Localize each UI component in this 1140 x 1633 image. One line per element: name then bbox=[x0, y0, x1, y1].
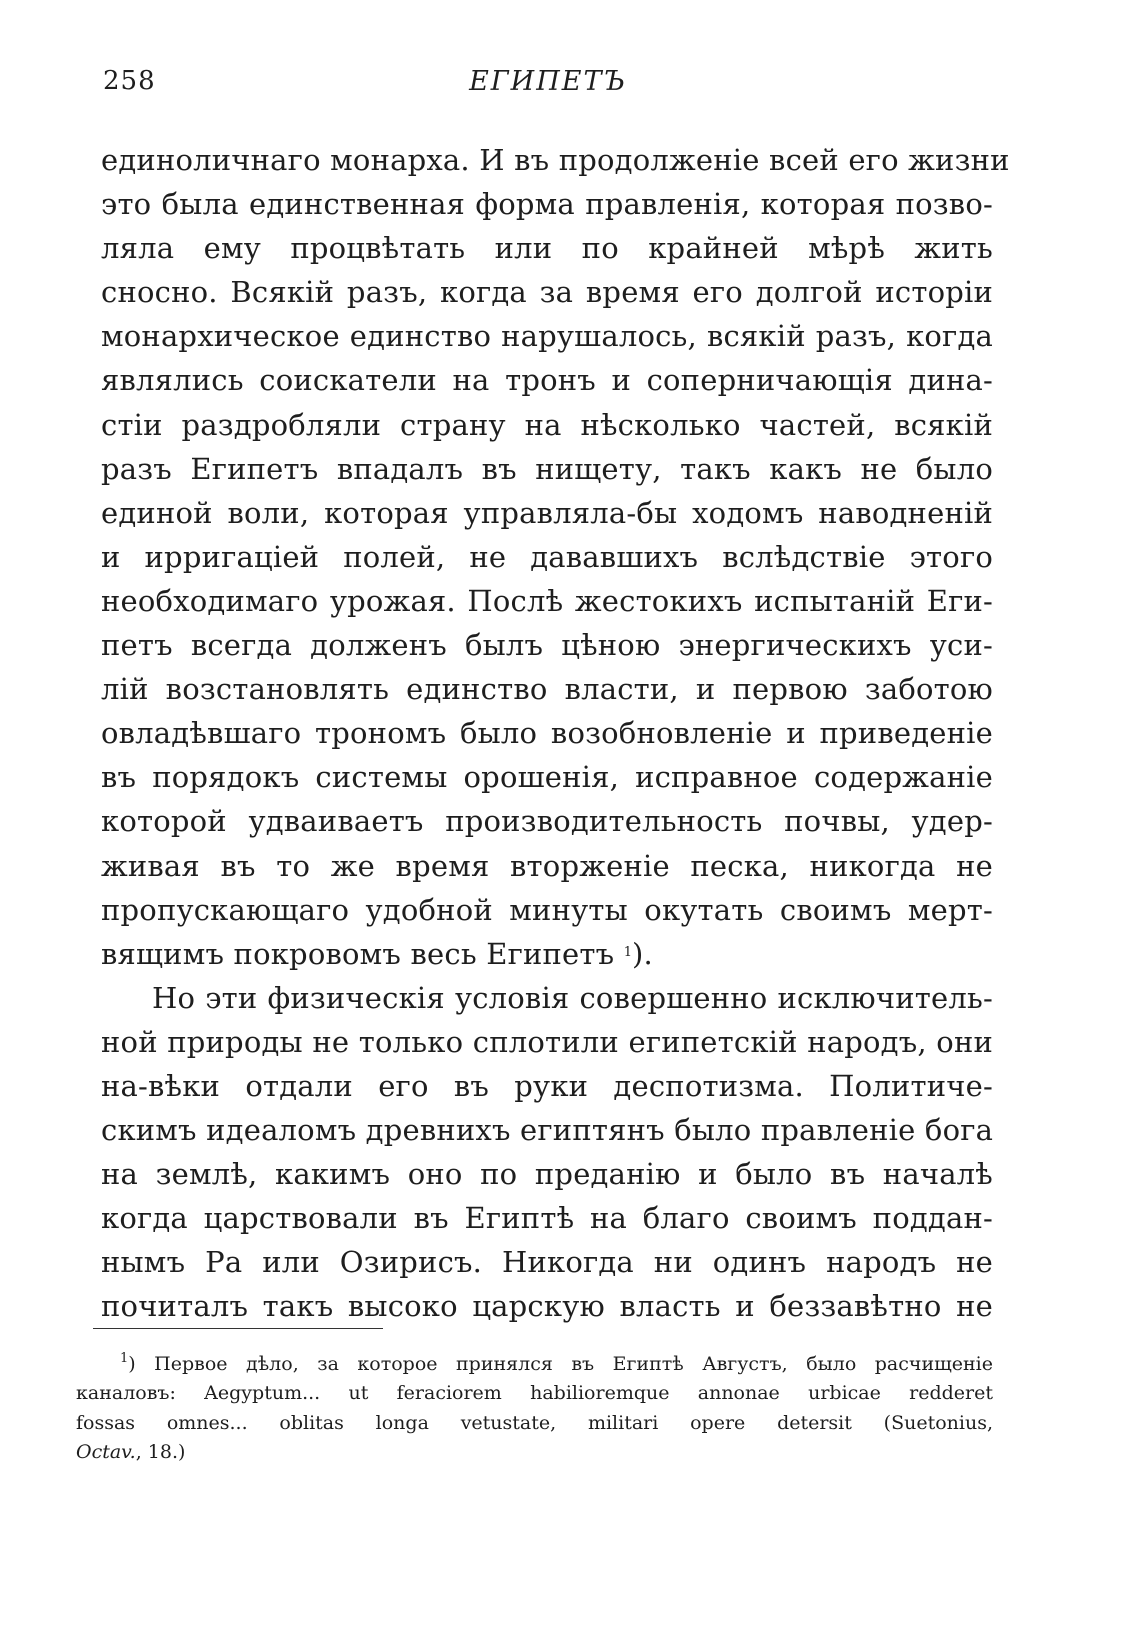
text-line: живая въ то же время вторженіе песка, никогда не bbox=[101, 848, 993, 883]
running-title: ЕГИПЕТЪ bbox=[469, 66, 627, 97]
footnote-marker: 1 bbox=[120, 1351, 129, 1366]
text-line: ной природы не только сплотили египетскій народъ, они bbox=[101, 1024, 993, 1059]
text-line: петъ всегда долженъ былъ цѣною энергическихъ уси- bbox=[101, 628, 993, 663]
text-line: въ порядокъ системы орошенія, исправное содержаніе bbox=[101, 760, 993, 795]
text-line-content: вящимъ покровомъ весь Египетъ bbox=[101, 936, 615, 971]
footnote-reference[interactable]: 1 bbox=[623, 944, 633, 960]
text-line: овладѣвшаго трономъ было возобновленіе и приведеніе bbox=[101, 716, 993, 751]
text-line: когда царствовали въ Египтѣ на благо своимъ поддан- bbox=[101, 1201, 993, 1236]
text-line: на-вѣки отдали его въ руки деспотизма. Политиче- bbox=[101, 1068, 993, 1103]
text-line: стіи раздробляли страну на нѣсколько частей, всякій bbox=[101, 407, 993, 442]
text-line: разъ Египетъ впадалъ въ нищету, такъ какъ не было bbox=[101, 451, 993, 486]
text-line: единоличнаго монарха. И въ продолженіе всей его жизни bbox=[101, 143, 1010, 177]
text-line: почиталъ такъ высоко царскую власть и беззавѣтно не bbox=[101, 1289, 993, 1324]
footnote-line bbox=[76, 1438, 993, 1467]
footnote-line: fossas omnes... oblitas longa vetustate, militari opere detersit (Suetonius, bbox=[76, 1411, 993, 1434]
footnote-line bbox=[76, 1350, 993, 1379]
footnote-source-reference: , 18.) bbox=[135, 1440, 186, 1463]
text-line: сносно. Всякій разъ, когда за время его долгой исторіи bbox=[101, 275, 993, 310]
text-line: которой удваиваетъ производительность почвы, удер- bbox=[101, 804, 993, 839]
text-line bbox=[101, 932, 993, 976]
body-text bbox=[101, 138, 1010, 1329]
footnote-line-text: ) Первое дѣло, за которое принялся въ Египтѣ Августъ, было расчищеніе bbox=[128, 1353, 993, 1375]
closing-punctuation: ). bbox=[632, 936, 653, 971]
footnote-source-title: Octav. bbox=[76, 1440, 136, 1463]
page-header bbox=[103, 66, 993, 106]
text-line: единой воли, которая управляла-бы ходомъ наводненій bbox=[101, 495, 993, 530]
paragraph-1 bbox=[101, 138, 1010, 976]
text-line: это была единственная форма правленія, которая позво- bbox=[101, 187, 993, 222]
footnote-divider bbox=[93, 1328, 383, 1329]
text-line: лій возстановлять единство власти, и первою заботою bbox=[101, 672, 993, 707]
paragraph-2 bbox=[101, 976, 993, 1329]
text-line: на землѣ, какимъ оно по преданію и было въ началѣ bbox=[101, 1157, 993, 1192]
text-line: Но эти физическія условія совершенно исключитель- bbox=[152, 980, 993, 1015]
footnote bbox=[76, 1350, 993, 1467]
text-line: и ирригаціей полей, не дававшихъ вслѣдствіе этого bbox=[101, 539, 993, 574]
text-line: скимъ идеаломъ древнихъ египтянъ было правленіе бога bbox=[101, 1113, 994, 1148]
text-line: необходимаго урожая. Послѣ жестокихъ испытаній Еги- bbox=[101, 583, 993, 618]
text-line: пропускающаго удобной минуты окутать своимъ мерт- bbox=[101, 892, 993, 927]
text-line: монархическое единство нарушалось, всякій разъ, когда bbox=[101, 319, 993, 354]
page-number: 258 bbox=[103, 66, 156, 96]
text-line: ляла ему процвѣтать или по крайней мѣрѣ жить bbox=[101, 231, 993, 266]
text-line: являлись соискатели на тронъ и соперничающія дина- bbox=[101, 363, 993, 398]
text-line: нымъ Ра или Озирисъ. Никогда ни одинъ народъ не bbox=[101, 1245, 993, 1280]
footnote-line: каналовъ: Aegyptum... ut feraciorem habilioremque annonae urbicae redderet bbox=[76, 1382, 993, 1405]
